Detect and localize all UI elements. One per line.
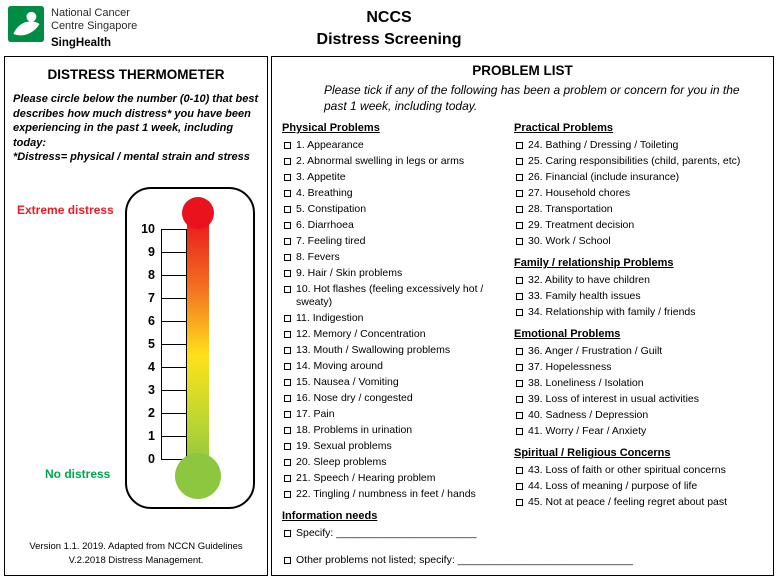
checkbox[interactable] [284,206,291,213]
problem-item[interactable] [514,139,763,152]
problem-item-label: 6. Diarrhoea [296,219,354,232]
logo-brand: SingHealth [51,37,112,50]
extreme-distress-label: Extreme distress [17,202,114,217]
thermometer-title: DISTRESS THERMOMETER [47,67,225,82]
problem-item[interactable] [282,251,508,264]
checkbox[interactable] [516,174,523,181]
problem-item[interactable] [514,306,763,319]
checkbox[interactable] [284,379,291,386]
checkbox[interactable] [284,254,291,261]
thermometer-cell [161,436,187,460]
checkbox[interactable] [284,557,291,564]
problem-item-label: 14. Moving around [296,360,383,373]
form-body [0,56,778,576]
problem-item[interactable] [282,488,508,501]
problem-item[interactable] [282,283,508,309]
problem-item-label: 36. Anger / Frustration / Guilt [528,345,663,358]
thermometer-cell [161,413,187,437]
checkbox[interactable] [284,443,291,450]
checkbox[interactable] [516,222,523,229]
checkbox[interactable] [284,395,291,402]
checkbox[interactable] [284,459,291,466]
no-distress-label: No distress [45,466,111,481]
problem-item-label: 18. Problems in urination [296,424,413,437]
problem-item-label: 17. Pain [296,408,335,421]
checkbox[interactable] [516,412,523,419]
thermometer-scale-number[interactable]: 7 [148,290,155,305]
problem-item-label: 24. Bathing / Dressing / Toileting [528,139,679,152]
problem-item-label: 29. Treatment decision [528,219,635,232]
problem-item-label: 5. Constipation [296,203,367,216]
checkbox[interactable] [516,467,523,474]
checkbox[interactable] [284,174,291,181]
problem-item[interactable] [514,377,763,390]
checkbox[interactable] [284,158,291,165]
problem-item-label: 11. Indigestion [296,312,364,325]
checkbox[interactable] [284,475,291,482]
checkbox[interactable] [284,190,291,197]
problem-item-label: 1. Appearance [296,139,364,152]
checkbox[interactable] [516,190,523,197]
problem-item-label: 27. Household chores [528,187,631,200]
thermometer-scale [133,222,155,466]
problem-item[interactable] [514,425,763,438]
checkbox[interactable] [516,309,523,316]
problem-item-label: 12. Memory / Concentration [296,328,426,341]
problem-item[interactable] [282,328,508,341]
checkbox[interactable] [516,380,523,387]
problem-item[interactable] [282,408,508,421]
problem-item[interactable] [514,361,763,374]
other-problems-label: Other problems not listed; specify: ______________________________ [296,554,633,566]
problem-list-column-2 [514,120,763,552]
thermometer-top-bulb [182,197,214,229]
problem-item-label: 37. Hopelessness [528,361,612,374]
checkbox[interactable] [284,315,291,322]
checkbox[interactable] [516,238,523,245]
section-heading: Spiritual / Religious Concerns [514,447,671,460]
problem-item[interactable] [282,392,508,405]
problem-item[interactable] [282,171,508,184]
thermometer-scale-number[interactable]: 0 [148,451,155,466]
checkbox[interactable] [284,142,291,149]
checkbox[interactable] [284,491,291,498]
problem-item[interactable] [514,409,763,422]
problem-item[interactable] [282,472,508,485]
problem-item[interactable] [282,527,508,540]
checkbox[interactable] [516,206,523,213]
problem-item-label: 33. Family health issues [528,290,641,303]
checkbox[interactable] [516,483,523,490]
section-heading: Emotional Problems [514,328,621,341]
problem-item-label: 21. Speech / Hearing problem [296,472,436,485]
logo-org-line1: National Cancer [51,7,130,19]
problem-item-label: 39. Loss of interest in usual activities [528,393,700,406]
checkbox[interactable] [284,286,291,293]
problem-item[interactable] [282,235,508,248]
problem-item-label: 10. Hot flashes (feeling excessively hot / sweaty) [296,283,484,309]
problem-item[interactable] [514,393,763,406]
problem-item[interactable] [282,360,508,373]
checkbox[interactable] [284,270,291,277]
thermometer-scale-number[interactable]: 4 [148,359,155,374]
checkbox[interactable] [516,364,523,371]
problem-item[interactable] [282,139,508,152]
problem-item-label: 44. Loss of meaning / purpose of life [528,480,698,493]
thermometer-area [13,173,259,541]
problem-item-label: 20. Sleep problems [296,456,387,469]
thermometer-scale-number[interactable]: 8 [148,267,155,282]
thermometer-tube [187,215,209,471]
problem-item[interactable] [514,235,763,248]
thermometer-scale-number[interactable]: 9 [148,244,155,259]
thermometer-instructions-text: Please circle below the number (0-10) that best describes how much distress* you have been experiencing in the past 1 week, including today: [13,93,259,149]
thermometer-cell [161,344,187,368]
logo-text [51,6,137,51]
problem-item[interactable] [514,187,763,200]
checkbox[interactable] [284,222,291,229]
section-heading: Physical Problems [282,122,380,135]
checkbox[interactable] [284,363,291,370]
problem-item-label: 15. Nausea / Vomiting [296,376,399,389]
problem-item-label: 16. Nose dry / congested [296,392,413,405]
thermometer-scale-number[interactable]: 1 [148,428,155,443]
problem-item[interactable] [514,203,763,216]
nccs-logo [8,6,137,51]
problem-item-label: 7. Feeling tired [296,235,366,248]
problem-item[interactable] [514,290,763,303]
problem-item-label: 28. Transportation [528,203,613,216]
thermometer-cell [161,367,187,391]
problem-item[interactable] [282,219,508,232]
checkbox[interactable] [516,142,523,149]
thermometer-scale-number[interactable]: 3 [148,382,155,397]
thermometer-bulb [175,453,221,499]
problem-item[interactable] [514,345,763,358]
problem-item-label: 41. Worry / Fear / Anxiety [528,425,647,438]
checkbox[interactable] [284,427,291,434]
distress-thermometer-panel [4,56,268,576]
thermometer-cell [161,298,187,322]
problem-item-label: 26. Financial (include insurance) [528,171,680,184]
thermometer-scale-number[interactable]: 5 [148,336,155,351]
problem-item[interactable] [514,219,763,232]
thermometer-cell [161,252,187,276]
problem-item[interactable] [282,203,508,216]
section-heading: Family / relationship Problems [514,257,674,270]
problem-list-title: PROBLEM LIST [472,63,573,78]
problem-item[interactable] [514,171,763,184]
problem-item[interactable] [282,456,508,469]
version-note [13,540,259,567]
problem-item[interactable] [514,496,763,509]
problem-item-label: 2. Abnormal swelling in legs or arms [296,155,465,168]
problem-list-instructions: Please tick if any of the following has been a problem or concern for you in the past 1 week, including today. [324,83,740,113]
problem-item[interactable] [282,440,508,453]
problem-item-label: 4. Breathing [296,187,353,200]
problem-item-label: 40. Sadness / Depression [528,409,649,422]
checkbox[interactable] [516,277,523,284]
section-heading: Information needs [282,510,378,523]
problem-item-label: 22. Tingling / numbness in feet / hands [296,488,476,501]
form-title-line1: NCCS [366,9,412,26]
problem-item[interactable] [282,312,508,325]
form-title-line2: Distress Screening [316,30,462,48]
problem-list-column-1 [282,120,508,552]
form-header [0,0,778,56]
thermometer-note: *Distress= physical / mental strain and stress [13,151,250,164]
checkbox[interactable] [516,396,523,403]
problem-item-label: 3. Appetite [296,171,346,184]
version-line2: V.2.2018 Distress Management. [68,554,204,566]
problem-item[interactable] [514,274,763,287]
thermometer-scale-number[interactable]: 10 [141,221,155,236]
checkbox[interactable] [516,428,523,435]
checkbox[interactable] [516,499,523,506]
problem-list-panel [271,56,774,576]
problem-item[interactable] [514,155,763,168]
problem-item-label: 34. Relationship with family / friends [528,306,696,319]
section-heading: Practical Problems [514,122,614,135]
problem-item-label: 9. Hair / Skin problems [296,267,403,280]
checkbox[interactable] [516,158,523,165]
problem-item-label: 38. Loneliness / Isolation [528,377,644,390]
problem-item[interactable] [514,480,763,493]
problem-item-label: 25. Caring responsibilities (child, parents, etc) [528,155,741,168]
checkbox[interactable] [284,530,291,537]
thermometer-cell [161,321,187,345]
problem-item-label: 19. Sexual problems [296,440,392,453]
problem-item[interactable] [282,267,508,280]
problem-item-label: 45. Not at peace / feeling regret about past [528,496,728,509]
problem-item-label: 13. Mouth / Swallowing problems [296,344,451,357]
thermometer-cells [161,229,187,460]
problem-item[interactable] [282,424,508,437]
singhealth-logo-icon [8,6,44,42]
thermometer-scale-number[interactable]: 2 [148,405,155,420]
checkbox[interactable] [516,293,523,300]
problem-item-label: 8. Fevers [296,251,340,264]
problem-item[interactable] [282,376,508,389]
thermometer-cell [161,229,187,253]
thermometer-cell [161,390,187,414]
checkbox[interactable] [284,238,291,245]
thermometer-graphic [125,187,255,509]
other-problems-item[interactable] [282,554,763,567]
checkbox[interactable] [284,347,291,354]
checkbox[interactable] [284,331,291,338]
version-line1: Version 1.1. 2019. Adapted from NCCN Guidelines [29,541,243,553]
logo-org-line2: Centre Singapore [51,20,138,33]
thermometer-cell [161,275,187,299]
problem-item-label: 32. Ability to have children [528,274,650,287]
problem-item-label: 43. Loss of faith or other spiritual concerns [528,464,726,477]
problem-item[interactable] [282,187,508,200]
checkbox[interactable] [284,411,291,418]
problem-item-label: Specify: ________________________ [296,527,477,540]
checkbox[interactable] [516,348,523,355]
problem-item[interactable] [514,464,763,477]
problem-item[interactable] [282,344,508,357]
thermometer-instructions [13,92,259,165]
thermometer-scale-number[interactable]: 6 [148,313,155,328]
problem-item[interactable] [282,155,508,168]
problem-list-columns [280,120,765,552]
problem-item-label: 30. Work / School [528,235,611,248]
